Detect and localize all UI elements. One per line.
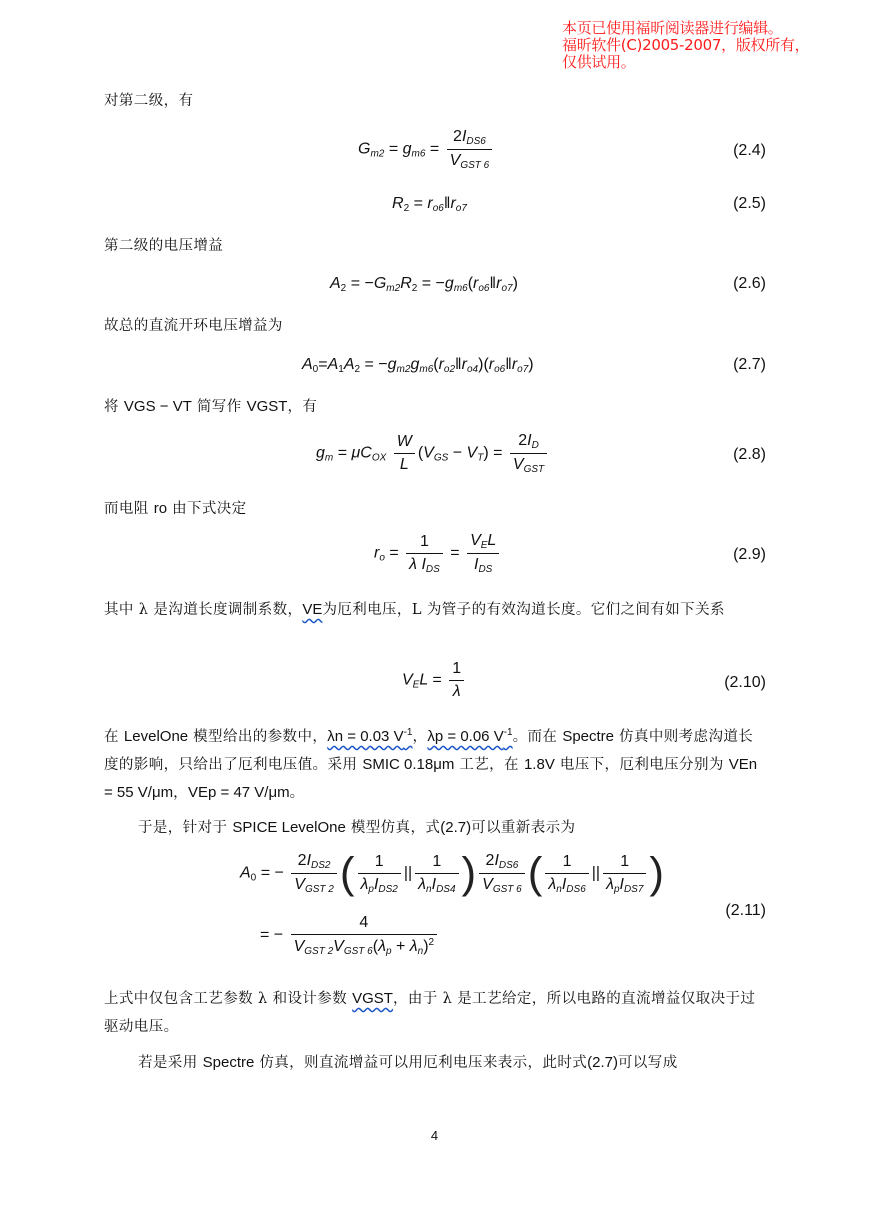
text-span: 工艺，在	[459, 757, 519, 773]
paragraph-gain-dependence	[104, 985, 768, 1041]
equation-2-11	[104, 848, 768, 980]
text-span: 。而在	[512, 729, 558, 745]
equation-number: (2.6)	[733, 275, 766, 292]
text-span: 将	[104, 399, 119, 415]
ro-term: ro	[153, 500, 168, 517]
eq-ref: (2.7)	[440, 819, 472, 836]
text-span: 电压下，厄利电压分别为	[559, 757, 724, 773]
text-span: 若是采用	[138, 1055, 198, 1071]
ven-term: VEn = 55 V/μm	[104, 756, 758, 801]
paragraph-text: 第二级的电压增益	[104, 238, 224, 254]
text-span: λp = 0.06 V	[427, 728, 504, 745]
equation-body: $A_2 = -G_{m2}R_2$ = $-g_{m6}(r_{o6}‖r_{o7})$	[330, 275, 518, 294]
text-span: 模型给出的参数中，	[193, 729, 328, 745]
equation-number: (2.7)	[733, 356, 766, 373]
text-span: 而电阻	[104, 501, 149, 517]
paragraph-spectre-gain	[104, 1049, 768, 1077]
text-span: 于是，针对于	[138, 820, 228, 836]
paragraph-levelone-parameters	[104, 719, 768, 807]
equation-line-1: $A_0$ = − $\frac{2I_{DS2}}{V_{GST 2}}$ ( $\frac{1}{\lambda_pI_{DS2}}$ || $\frac{1}{\lambda_nI_{DS4}}$ ) $\frac{2I_{DS6}}{V_{GST 6}}$ ( $\frac{1}{\lambda_nI_{DS6}}$ || $\frac{1}{\lambda_pI_{DS7}}$ )	[240, 848, 665, 898]
paragraph-text: 对第二级，有	[104, 93, 194, 109]
watermark-line-1: 本页已使用福昕阅读器进行编辑。	[562, 19, 783, 37]
text-span: 。	[289, 785, 305, 801]
equation-line-2: = − $\frac{4}{V_{GST 2}V_{GST 6}(\lambda_p + \lambda_n)^2}$	[260, 914, 440, 957]
voltage-term: 1.8V	[523, 756, 555, 773]
equation-body: $r_o$ = $\frac{1}{\lambda I_{DS}}$ = $\frac{V_EL}{I_{DS}}$	[374, 532, 502, 575]
text-span: 仿真中则考虑沟道长度的影响，只给出了厄利电压值。采用	[104, 729, 754, 773]
equation-body: $V_EL$ = $\frac{1}{\lambda}$	[402, 660, 467, 701]
equation-body: $R_2$ = $r_{o6}‖r_{o7}$	[392, 195, 467, 214]
equation-body: $G_{m2} = g_{m6}$ = $\frac{2I_{DS6}}{V_{GST 6}}$	[358, 128, 495, 171]
text-span: ，	[412, 729, 428, 745]
paragraph-ro-definition	[104, 495, 768, 523]
equation-2-4	[104, 122, 768, 182]
lambda-p-value: λp = 0.06 $V^{-1}$	[427, 727, 513, 745]
text-span: 上式中仅包含工艺参数 λ 和设计参数	[104, 991, 348, 1007]
equation-number: (2.4)	[733, 142, 766, 159]
watermark-line-2: 福昕软件(C)2005-2007，版权所有，	[562, 36, 810, 54]
text-span: ，有	[287, 399, 318, 415]
equation-number: (2.10)	[724, 674, 766, 691]
spectre-term: Spectre	[202, 1054, 255, 1071]
text-span: 模型仿真，式	[350, 820, 441, 836]
text-span: 由下式决定	[172, 501, 247, 517]
paragraph-second-stage-gain	[104, 232, 768, 260]
editor-watermark	[562, 20, 862, 71]
vgs-vt-term: VGS − VT	[123, 398, 192, 415]
paragraph-second-stage	[104, 87, 768, 115]
text-span: 为厄利电压，L 为管子的有效沟道长度。它们之间有如下关系	[322, 602, 725, 618]
equation-number: (2.8)	[733, 446, 766, 463]
equation-2-8	[104, 428, 768, 488]
spectre-term: Spectre	[562, 728, 615, 745]
text-span: 可以重新表示为	[471, 820, 576, 836]
text-span: λn = 0.03 V	[327, 728, 404, 745]
vgst-term: VGST	[352, 990, 393, 1007]
equation-number: (2.5)	[733, 195, 766, 212]
watermark-line-3: 仅供试用。	[562, 53, 636, 71]
spice-levelone-term: SPICE LevelOne	[232, 819, 346, 836]
text-span: ，	[173, 785, 188, 801]
equation-body: $A_0=A_1A_2$ = $-g_{m2}g_{m6}(r_{o2}‖r_{o4})(r_{o6}‖r_{o7})$	[302, 356, 534, 375]
equation-number: (2.11)	[725, 902, 766, 919]
paragraph-text: 故总的直流开环电压增益为	[104, 318, 283, 334]
levelone-term: LevelOne	[123, 728, 189, 745]
vgst-term: VGST	[246, 398, 288, 415]
text-span: 可以写成	[618, 1055, 678, 1071]
eq-ref: (2.7)	[587, 1054, 618, 1071]
text-span: 在	[104, 729, 119, 745]
equation-number: (2.9)	[733, 546, 766, 563]
page-number: 4	[430, 1128, 439, 1143]
text-span: 其中 λ 是沟道长度调制系数，	[104, 602, 303, 618]
ve-term: VE	[302, 601, 323, 618]
lambda-n-value: λn = 0.03 $V^{-1}$	[327, 727, 413, 745]
paragraph-total-gain	[104, 312, 768, 340]
text-span: ，由于 λ 是工艺给定，所以电路的直流增益仅取决于过驱动电压。	[104, 991, 756, 1035]
equation-2-9	[104, 528, 768, 588]
equation-body: $g_m = \mu C_{OX}$ $\frac{W}{L}$ $(V_{GS} - V_T)$ = $\frac{2I_D}{V_{GST}}$	[316, 432, 550, 475]
text-span: 仿真，则直流增益可以用厄利电压来表示，此时式	[259, 1055, 588, 1071]
paragraph-lambda-definition	[104, 596, 768, 624]
vep-term: VEp = 47 V/μm	[188, 784, 290, 801]
equation-2-10	[104, 656, 768, 716]
text-span: 简写作	[196, 399, 242, 415]
smic-term: SMIC 0.18μm	[362, 756, 455, 773]
paragraph-vgst-definition	[104, 393, 768, 421]
paragraph-spice-intro	[104, 814, 768, 842]
